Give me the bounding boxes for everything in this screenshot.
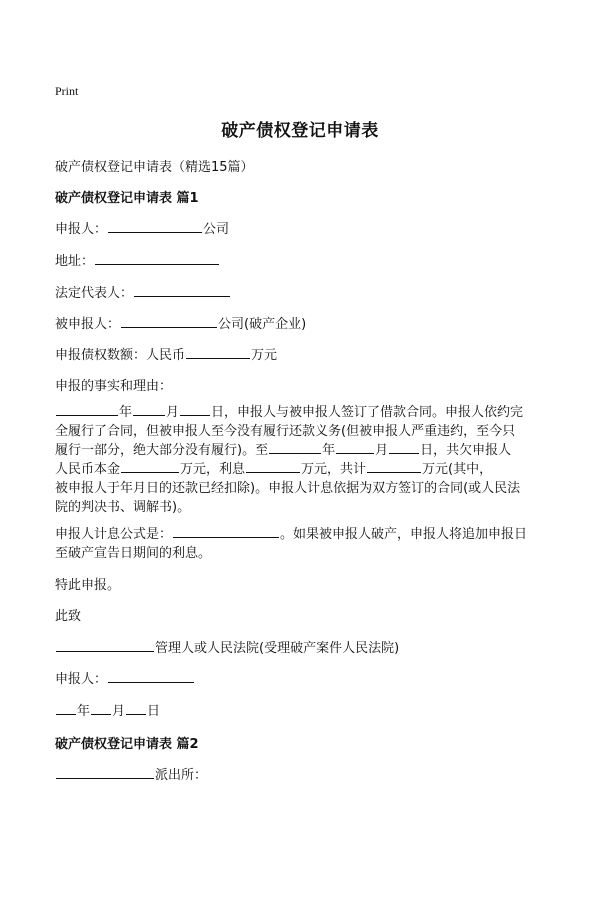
date-year: 年 bbox=[77, 704, 91, 719]
facts-text: 月 bbox=[166, 405, 180, 420]
interest-row-1 bbox=[55, 525, 550, 544]
facts-blank bbox=[246, 460, 300, 473]
facts-text: 万元，利息 bbox=[180, 462, 246, 477]
respondent-label: 被申报人： bbox=[55, 317, 121, 332]
interest-row-2: 至破产宣告日期间的利息。 bbox=[55, 546, 212, 561]
facts-blank bbox=[336, 441, 374, 454]
address-line bbox=[55, 250, 220, 269]
signature-label: 申报人： bbox=[55, 672, 108, 687]
facts-text: 年 bbox=[119, 405, 133, 420]
facts-row-4 bbox=[55, 460, 550, 479]
legal-rep-line bbox=[55, 282, 231, 301]
facts-row-6: 院的判决书、调解书)。 bbox=[55, 500, 191, 515]
respondent-blank bbox=[121, 315, 217, 328]
facts-blank bbox=[367, 460, 421, 473]
police-station-label: 派出所： bbox=[155, 768, 208, 783]
facts-text: 日，共欠申报人 bbox=[420, 443, 512, 458]
facts-blank bbox=[180, 403, 210, 416]
facts-text: 日，申报人与被申报人签订了借款合同。申报人依约完 bbox=[211, 405, 524, 420]
interest-text: 。如果被申报人破产，申报人将追加申报日 bbox=[280, 527, 528, 542]
recipient-line bbox=[55, 637, 399, 656]
date-blank bbox=[91, 702, 111, 715]
facts-paragraph bbox=[55, 403, 550, 517]
applicant-line bbox=[55, 218, 229, 237]
recipient-blank bbox=[56, 639, 154, 652]
signature-line bbox=[55, 668, 195, 687]
facts-blank bbox=[269, 441, 321, 454]
police-station-blank bbox=[56, 766, 154, 779]
company-suffix: 公司 bbox=[203, 222, 230, 237]
amount-label: 申报债权数额：人民币 bbox=[55, 348, 186, 363]
section-heading-2: 破产债权登记申请表 篇2 bbox=[55, 737, 199, 752]
facts-blank bbox=[121, 460, 179, 473]
amount-unit: 万元 bbox=[251, 348, 278, 363]
page-title: 破产债权登记申请表 bbox=[221, 121, 379, 141]
facts-row-1 bbox=[55, 403, 550, 422]
police-station-line bbox=[55, 764, 207, 783]
interest-paragraph bbox=[55, 525, 550, 563]
section-heading-1: 破产债权登记申请表 篇1 bbox=[55, 191, 199, 206]
date-blank bbox=[56, 702, 76, 715]
applicant-blank bbox=[108, 220, 202, 233]
legal-rep-blank bbox=[134, 284, 230, 297]
document-subtitle: 破产债权登记申请表（精选15篇） bbox=[55, 160, 254, 175]
facts-row-5: 被申报人于年月日的还款已经扣除)。申报人计息依据为双方签订的合同(或人民法 bbox=[55, 481, 521, 496]
facts-text: 万元(其中， bbox=[422, 462, 493, 477]
interest-blank bbox=[173, 525, 279, 538]
recipient-text: 管理人或人民法院(受理破产案件人民法院) bbox=[155, 641, 400, 656]
facts-text: 人民币本金 bbox=[55, 462, 121, 477]
facts-blank bbox=[133, 403, 165, 416]
date-month: 月 bbox=[112, 704, 126, 719]
print-link[interactable]: Print bbox=[55, 84, 79, 98]
amount-line bbox=[55, 344, 277, 363]
signature-blank bbox=[108, 670, 194, 683]
amount-blank bbox=[186, 346, 250, 359]
address-label: 地址： bbox=[55, 254, 95, 269]
facts-label: 申报的事实和理由： bbox=[55, 379, 173, 394]
facts-text: 履行一部分，绝大部分没有履行)。至 bbox=[55, 443, 269, 458]
applicant-label: 申报人： bbox=[55, 222, 108, 237]
legal-rep-label: 法定代表人： bbox=[55, 286, 134, 301]
facts-text: 月 bbox=[375, 443, 389, 458]
facts-row-2: 全履行了合同，但被申报人至今没有履行还款义务(但被申报人严重违约，至今只 bbox=[55, 424, 516, 439]
closing-text: 特此申报。 bbox=[55, 578, 121, 593]
date-line bbox=[55, 700, 160, 719]
facts-blank bbox=[389, 441, 419, 454]
facts-text: 万元，共计 bbox=[301, 462, 367, 477]
address-blank bbox=[95, 252, 219, 265]
respondent-line bbox=[55, 313, 306, 332]
respondent-suffix: 公司(破产企业) bbox=[218, 317, 307, 332]
salutation-text: 此致 bbox=[55, 609, 82, 624]
date-blank bbox=[126, 702, 146, 715]
facts-row-3 bbox=[55, 441, 550, 460]
date-day: 日 bbox=[147, 704, 161, 719]
interest-text: 申报人计息公式是： bbox=[55, 527, 173, 542]
facts-text: 年 bbox=[322, 443, 336, 458]
facts-blank bbox=[56, 403, 118, 416]
